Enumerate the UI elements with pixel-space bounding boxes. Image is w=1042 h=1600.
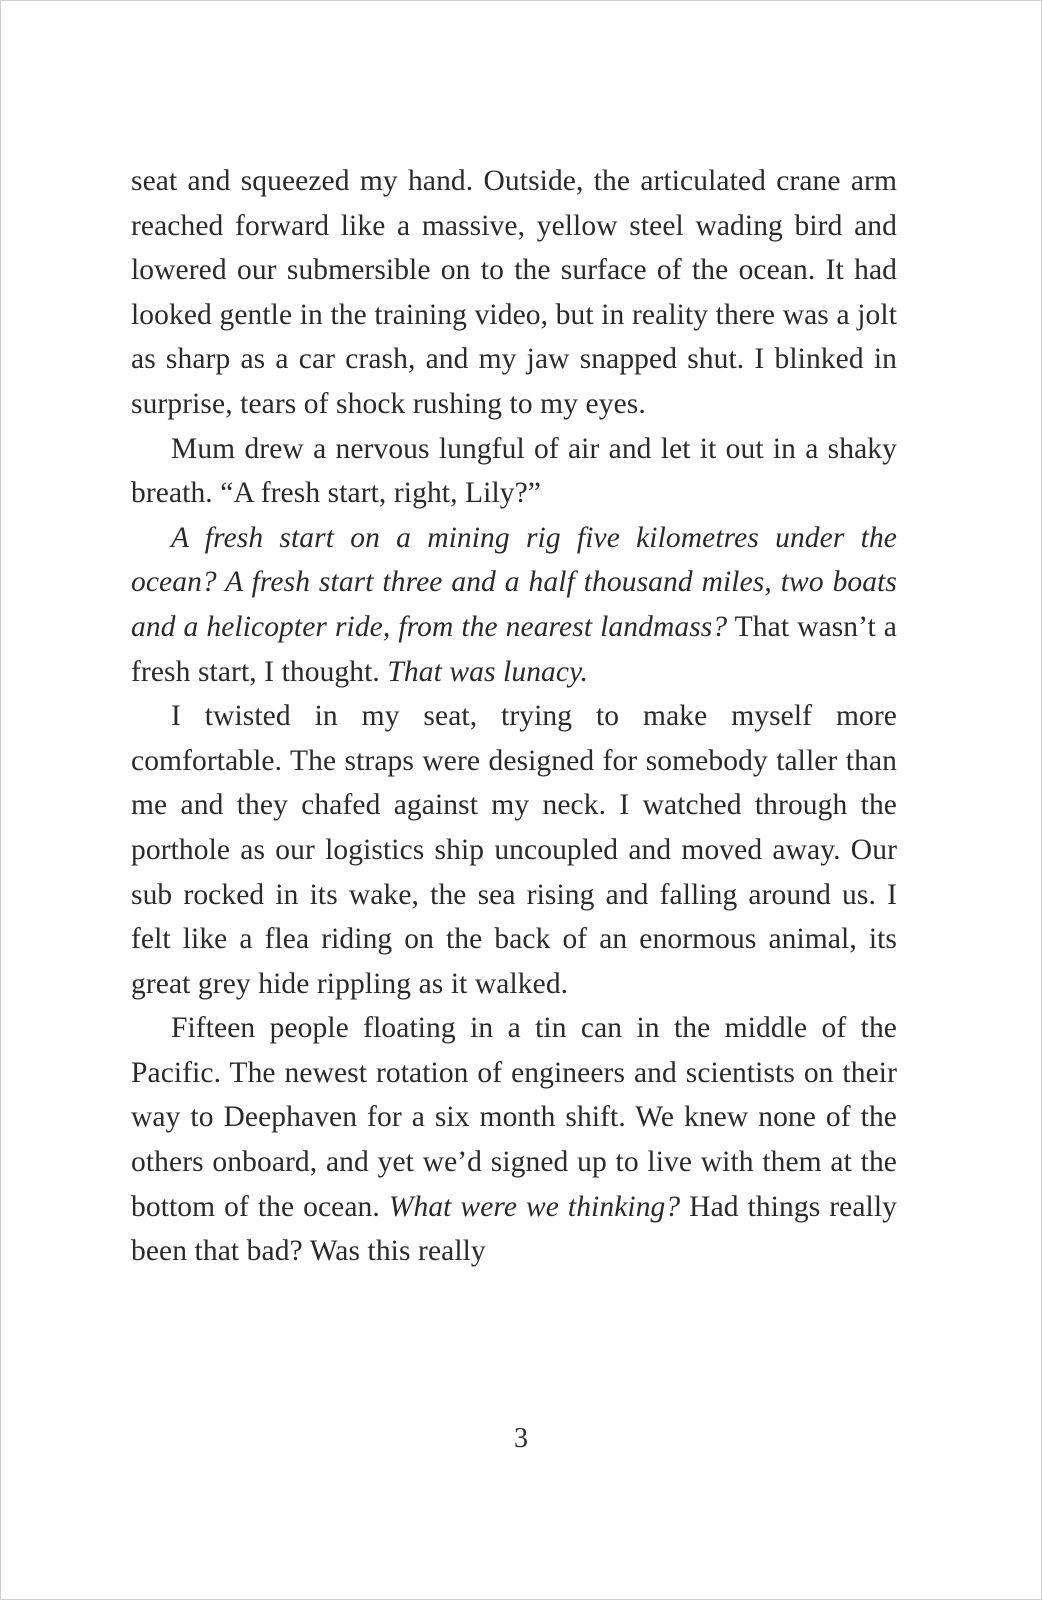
body-text (131, 159, 897, 1274)
paragraph-5-italic-thought: What were we thinking? (388, 1190, 681, 1223)
paragraph-2-text: Mum drew a nervous lungful of air and let it out in a shaky breath. “A fresh start, right, Lily?” (131, 432, 897, 510)
paragraph-3 (131, 516, 897, 694)
paragraph-4 (131, 694, 897, 1006)
paragraph-5-text: Fifteen people floating in a tin can in the middle of the Pacific. The newest rotation of engineers and scientists on their way to Deephaven for a six month shift. We knew none of the others onboard, and yet we’d signed up to live with them at the bottom of the ocean. (131, 1012, 897, 1223)
paragraph-1 (131, 159, 897, 427)
paragraph-1-text: seat and squeezed my hand. Outside, the articulated crane arm reached forward like a massive, yellow steel wading bird and lowered our submersible on to the surface of the ocean. It had looked gentle in the training video, but in reality there was a jolt as sharp as a car crash, and my jaw snapped shut. I blinked in surprise, tears of shock rushing to my eyes. (131, 165, 897, 420)
paragraph-3-italic-lunacy: That was lunacy. (387, 655, 589, 688)
paragraph-5 (131, 1006, 897, 1274)
paragraph-2 (131, 427, 897, 516)
paragraph-5-text-end: Had things really been that bad? Was this really (131, 1190, 897, 1268)
paragraph-4-text: I twisted in my seat, trying to make myself more comfortable. The straps were designed for somebody taller than me and they chafed against my neck. I watched through the porthole as our logistics ship uncoupled and moved away. Our sub rocked in its wake, the sea rising and falling around us. I felt like a flea riding on the back of an enormous animal, its great grey hide rippling as it walked. (131, 700, 897, 1000)
page-number: 3 (514, 1423, 528, 1454)
paragraph-3-text: That wasn’t a fresh start, I thought. (131, 610, 898, 688)
paragraph-3-italic-thought: A fresh start on a mining rig five kilometres under the ocean? A fresh start three and a half thousand miles, two boats and a helicopter ride, from the nearest landmass? (131, 521, 897, 643)
